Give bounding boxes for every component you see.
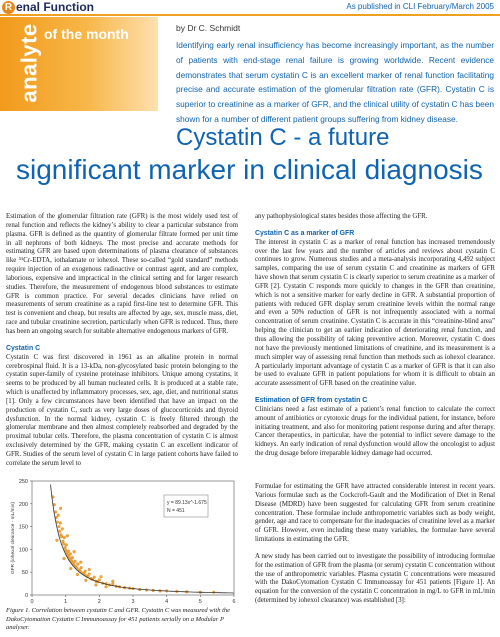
body-paragraph: Clinicians need a fast estimate of a patient’s renal function to calculate the correct amount of antibiotics or cytotoxic drugs for the individual patient, for instance, before initiating treatment, and also for monitoring patient response during and after therapy. Cancer therapeutics, in particular, have the potential to inflict severe damage to the kidneys. An early indication of renal dysfunction would allow the oncologist to adjust the drug dosage before irreparable kidney damage had occurred.: [255, 405, 495, 458]
x-tick-label: 5: [198, 599, 202, 604]
data-point: [88, 568, 91, 571]
body-paragraph: Cystatin C was first discovered in 1961 as an alkaline protein in normal cerebrospinal fluid. It is a 13-kDa, non-glycosylated basic protein belonging to the cystatin super-family of cysteine proteinase inhibitors. Unique among cystatins, it seems to be produced by all human nucleated cells. It is produced at a stable rate, which is unaffected by inflammatory processes, sex, age, diet, and nutritional status [1]. Only a few circumstances have been identified that have an impact on the production of cystatin C, such as very large doses of glucocorticoids and thyroid dysfunction. In the normal kidney, cystatin C is freely filtered through the glomerular membrane and then almost completely reabsorbed and degraded by the proximal tubular cells. Therefore, the plasma concentration of cystatin C is almost exclusively determined by the GFR, making cystatin C an excellent indicator of GFR. Studies of the serum level of cystatin C in large patient cohorts have failed to correlate the serum level to: [6, 353, 238, 467]
article-title-line-1: Cystatin C - a future: [176, 124, 390, 151]
figure-caption: Figure 1. Correlation between cystatin C and GFR. Cystatin C was measured with the DakoCytomation Cystatin C Immunoassay for 451 patients serially on a Modular P analyser.: [6, 607, 231, 631]
data-point: [63, 536, 66, 539]
x-tick-label: 0: [30, 599, 34, 604]
left-column: [6, 213, 238, 469]
header-rule: [0, 14, 500, 16]
y-tick-label: 0: [24, 593, 28, 599]
data-point: [88, 573, 91, 576]
cystatin-gfr-scatter-chart: [6, 477, 238, 604]
data-point: [57, 514, 60, 517]
data-point: [76, 563, 79, 566]
data-point: [58, 530, 61, 533]
y-tick-label: 50: [21, 570, 28, 577]
data-point: [59, 507, 62, 510]
data-point: [60, 535, 63, 538]
x-tick-label: 6: [232, 599, 236, 604]
data-point: [71, 556, 74, 559]
article-title-line-2: significant marker in clinical diagnosis: [16, 154, 483, 185]
data-point: [62, 543, 65, 546]
y-axis-label: GFR (iohexol clearance - mL/min): [11, 502, 16, 574]
heading-cystatin-c: Cystatin C: [6, 344, 41, 352]
section-initial-badge: R: [2, 1, 15, 14]
data-point: [73, 550, 76, 553]
body-paragraph: The interest in cystatin C as a marker of renal function has increased tremendously over the last few years and the number of articles and reviews about cystatin C continues to grow. Numerous studies and a meta-analysis incorporating 4,492 subject samples, comparing the use of serum cystatin C and creatinine as markers of GFR have shown that serum cystatin C is clearly superior to serum creatinine as a marker of GFR [2]. Cystatin C responds more quickly to changes in the GFR than creatinine, which is not a sensitive marker for early decline in GFR. A substantial proportion of patients with reduced GFR display serum creatinine levels within the normal range and even a 50% reduction of GFR is not infrequently associated with a normal concentration of serum creatinine. Cystatin C is accurate in this “creatinine-blind area” helping the clinician to get an earlier indication of deteriorating renal function, and thus allowing the possibility of taking preventive action. Moreover, cystatin C does not have the previously mentioned limitations of creatinine, and its measurement is a much simpler way of assessing renal function than methods such as iohexol clearance. A particularly important advantage of cystatin C as a marker of GFR is that it can also be used to evaluate GFR in patient populations for whom it is difficult to obtain an accurate assessment of GFR based on the creatinine value.: [255, 238, 495, 388]
data-point: [111, 580, 114, 583]
data-point: [59, 522, 62, 525]
x-tick-label: 3: [131, 599, 135, 604]
data-point: [65, 543, 68, 546]
right-column: [255, 213, 495, 459]
y-tick-label: 250: [18, 479, 28, 485]
body-paragraph: A new study has been carried out to investigate the possibility of introducing formulae for the estimation of GFR from the plasma (or serum) cystatin C concentration without the use of anthropometric variables. Plasma cystatin C concentrations were measured with the DakoCytomation Cystatin C Immunoassay for 451 patients [Figure 1]. An equation for the conversion of the cystatin C concentration in mg/L to GFR in mL/min (determined by iohexol clearance) was established [3]:: [255, 552, 495, 605]
data-point: [69, 567, 72, 570]
author-byline: by Dr C. Schmidt: [176, 23, 241, 33]
data-point: [69, 553, 72, 556]
legend-equation: y = 89.13x^-1.675: [167, 500, 207, 506]
data-point: [66, 534, 69, 537]
data-point: [61, 527, 64, 530]
section-title: enal Function: [16, 0, 94, 14]
data-point: [95, 584, 98, 587]
data-point: [100, 575, 103, 578]
data-point: [74, 560, 77, 563]
data-point: [84, 570, 87, 573]
data-point: [62, 540, 65, 543]
body-paragraph: Estimation of the glomerular filtration rate (GFR) is the most widely used test of renal function and reflects the kidney’s ability to clear a particular substance from plasma. GFR is defined as the quantity of glomerular filtrate formed per unit time in all nephrons of both kidneys. The most precise and accurate methods for estimating GFR are based upon determinations of plasma clearance of substances like ⁵¹Cr-EDTA, iothalamate or iohexol. These so-called “gold standard” methods require injection of an exogenous radioactive or contrast agent, and are complex, laborious, expensive and impractical in the clinical setting and for larger research studies. Therefore, the measurement of endogenous blood substances to estimate GFR is common practice. For several decades clinicians have relied on measurements of serum creatinine as a rapid first-line test to determine GFR. This test is convenient and cheap, but results are affected by age, sex, muscle mass, diet, race and tubular creatinine secretion, particularly when GFR is reduced. Thus, there has been an ongoing search for suitable alternative endogenous markers of GFR.: [6, 213, 238, 335]
banner-analyte-text: analyte: [16, 23, 42, 103]
data-point: [76, 573, 79, 576]
x-tick-label: 1: [64, 599, 68, 604]
banner-word-analyte: [18, 20, 42, 108]
legend-n: N = 451: [167, 508, 185, 514]
intro-paragraph: Identifying early renal insufficiency has become increasingly important, as the number of patients with end-stage renal failure is growing worldwide. Recent evidence demonstrates that serum cystatin C is an excellent marker of renal function facilitating precise and accurate estimation of the glomerular filtration rate (GFR). Cystatin C is superior to creatinine as a marker of GFR, and the clinical utility of cystatin C has been shown for a number of different patient groups suffering from kidney disease.: [176, 40, 494, 124]
data-point: [105, 585, 108, 588]
data-point: [63, 557, 66, 560]
y-tick-label: 100: [18, 547, 28, 554]
body-paragraph: Formulae for estimating the GFR have attracted considerable interest in recent years. Various formulae such as the Cockcroft-Gault and the Modification of Diet in Renal Disease (MDRD) have been suggested for calculating GFR from serum creatinine concentration. These formulae include anthropometric variables such as body weight, gender, age and race to compensate for the inadequacies of creatinine level as a marker of GFR. However, even including these many variables, the formulae have several limitations in estimating the GFR.: [255, 483, 495, 544]
publication-note: As published in CLI February/March 2005: [346, 2, 494, 11]
banner-of-the-month: of the month: [44, 26, 129, 42]
y-tick-label: 200: [18, 501, 28, 508]
data-point: [64, 546, 67, 549]
x-tick-label: 4: [165, 599, 169, 604]
body-paragraph: any pathophysiological states besides those affecting the GFR.: [255, 213, 428, 220]
data-point: [98, 579, 101, 582]
right-column-lower: [255, 483, 495, 606]
x-tick-label: 2: [97, 599, 101, 604]
data-point: [58, 525, 61, 528]
heading-cystatin-marker: Cystatin C as a marker of GFR: [255, 229, 355, 237]
data-point: [56, 539, 59, 542]
y-tick-label: 150: [18, 524, 28, 531]
heading-estimation: Estimation of GFR from cystatin C: [255, 397, 368, 405]
data-point: [80, 566, 83, 569]
data-point: [79, 561, 82, 564]
data-point: [54, 511, 57, 514]
data-point: [67, 550, 70, 553]
data-point: [93, 576, 96, 579]
data-point: [84, 579, 87, 582]
